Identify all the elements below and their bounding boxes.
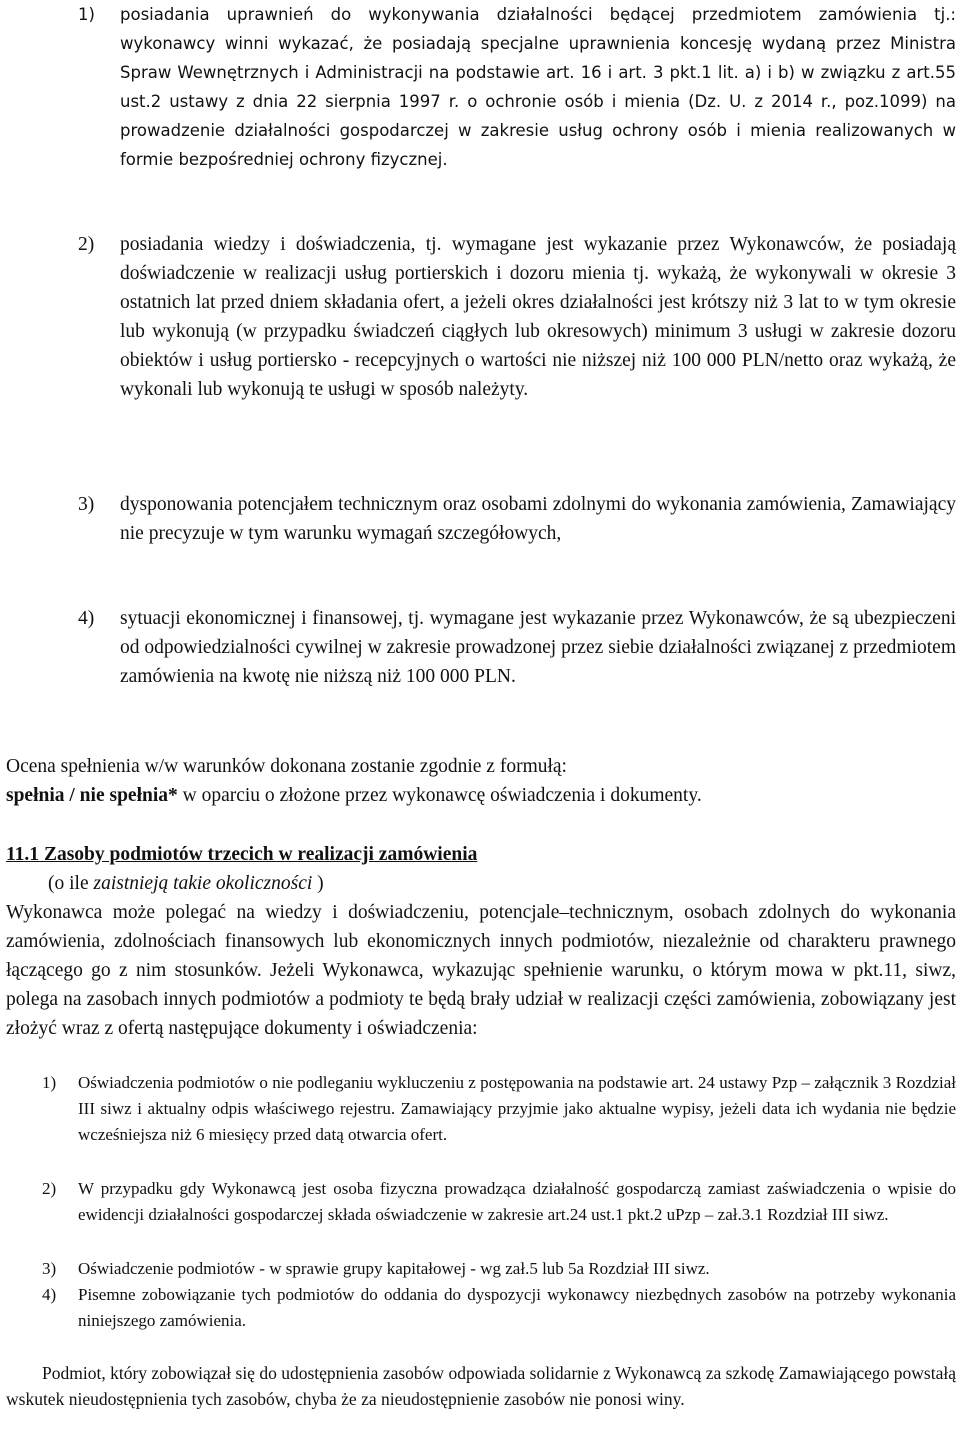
list-number: 3) — [42, 1259, 57, 1278]
document-item-3 — [42, 1256, 956, 1282]
document-item-1 — [42, 1070, 956, 1148]
list-number: 4) — [42, 1285, 57, 1304]
assessment-paragraph — [6, 752, 956, 810]
section-intro: Wykonawca może polegać na wiedzy i doświadczeniu, potencjale–technicznym, osobach zdolnych do wykonania zamówienia, zdolnościach finansowych lub ekonomicznych innych podmiotów, niezależnie od charakteru prawnego łączącego go z nim stosunków. Jeżeli Wykonawca, wykazując spełnienie warunku, o którym mowa w pkt.11, siwz, polega na zasobach innych podmiotów a podmioty te będą brały udział w realizacji części zamówienia, zobowiązany jest złożyć wraz z ofertą następujące dokumenty i oświadczenia: — [6, 902, 956, 1039]
document-item-2 — [42, 1176, 956, 1228]
section-number: 11.1 — [6, 844, 40, 865]
section-heading — [6, 840, 956, 898]
assessment-line: Ocena spełnienia w/w warunków dokonana zostanie zgodnie z formułą: — [6, 756, 567, 777]
subtitle-close: ) — [312, 873, 324, 894]
document-text: W przypadku gdy Wykonawcą jest osoba fizyczna prowadząca działalność gospodarczą zamiast zaświadczenia o wpisie do ewidencji działalności gospodarczej składa oświadczenie w zakresie art.24 ust.1 pkt.2 uPzp – zał.3.1 Rozdział III siwz. — [78, 1179, 956, 1224]
condition-text: posiadania wiedzy i doświadczenia, tj. wymagane jest wykazanie przez Wykonawców, że posiadają doświadczenie w realizacji usług portierskich i dozoru mienia tj. wykażą, że wykonywali w okresie 3 ostatnich lat przed dniem składania ofert, a jeżeli okres działalności jest krótszy niż 3 lat to w tym okresie lub wykonują (w przypadku świadczeń ciągłych lub okresowych) minimum 3 usługi w zakresie dozoru obiektów i usług portiersko - recepcyjnych o wartości nie niższej niż 100 000 PLN/netto oraz wykażą, że wykonali lub wykonują te usługi w sposób należyty. — [120, 234, 956, 400]
list-number: 1) — [78, 5, 95, 24]
assessment-bold: spełnia / nie spełnia* — [6, 785, 178, 806]
condition-item-3 — [78, 490, 956, 548]
condition-text: sytuacji ekonomicznej i finansowej, tj. wymagane jest wykazanie przez Wykonawców, że są ubezpieczeni od odpowiedzialności cywilnej w zakresie prowadzonej przez siebie działalności związanej z przedmiotem zamówienia na kwotę nie niższą niż 100 000 PLN. — [120, 608, 956, 687]
condition-text: dysponowania potencjałem technicznym oraz osobami zdolnymi do wykonania zamówienia, Zamawiający nie precyzuje w tym warunku wymagań szczegółowych, — [120, 494, 956, 544]
section-title-text: Zasoby podmiotów trzecich w realizacji zamówienia — [43, 844, 478, 865]
list-number: 3) — [78, 494, 95, 515]
list-number: 2) — [78, 234, 95, 255]
document-item-4 — [42, 1282, 956, 1334]
section-subtitle — [6, 869, 956, 898]
list-number: 2) — [42, 1179, 57, 1198]
assessment-formula — [6, 781, 956, 810]
document-text: Oświadczenia podmiotów o nie podleganiu wykluczeniu z postępowania na podstawie art. 24 ustawy Pzp – załącznik 3 Rozdział III siwz i aktualny odpis właściwego rejestru. Zamawiający przyjmie jako aktualne wypisy, jeżeli data ich wydania nie będzie wcześniejsza niż 6 miesięcy przed datą otwarcia ofert. — [78, 1073, 956, 1144]
condition-item-4 — [78, 604, 956, 691]
list-number: 1) — [42, 1073, 57, 1092]
closing-paragraph: Podmiot, który zobowiązał się do udostępnienia zasobów odpowiada solidarnie z Wykonawcą za szkodę Zamawiającego powstałą wskutek nieudostępnienia tych zasobów, chyba że za nieudostępnienie zasobów nie ponosi winy. — [6, 1363, 956, 1409]
assessment-rest: w oparciu o złożone przez wykonawcę oświadczenia i dokumenty. — [177, 785, 702, 806]
condition-item-1 — [78, 0, 956, 174]
document-text: Oświadczenie podmiotów - w sprawie grupy kapitałowej - wg zał.5 lub 5a Rozdział III siwz. — [78, 1259, 710, 1278]
document-text: Pisemne zobowiązanie tych podmiotów do oddania do dyspozycji wykonawcy niezbędnych zasobów na potrzeby wykonania niniejszego zamówienia. — [78, 1285, 956, 1330]
condition-text: posiadania uprawnień do wykonywania działalności będącej przedmiotem zamówienia tj.: wykonawcy winni wykazać, że posiadają specjalne uprawnienia koncesję wydaną przez Ministra Spraw Wewnętrznych i Administracji na podstawie art. 16 i art. 3 pkt.1 lit. a) i b) w związku z art.55 ust.2 ustawy z dnia 22 sierpnia 1997 r. o ochronie osób i mienia (Dz. U. z 2014 r., poz.1099) na prowadzenie działalności gospodarczej w zakresie usług ochrony osób i mienia realizowanych w formie bezpośredniej ochrony fizycznej. — [120, 5, 956, 169]
section-title — [6, 840, 956, 869]
list-number: 4) — [78, 608, 95, 629]
subtitle-italic: zaistnieją takie okoliczności — [93, 873, 313, 894]
condition-item-2 — [78, 230, 956, 404]
subtitle-open: (o ile — [48, 873, 94, 894]
